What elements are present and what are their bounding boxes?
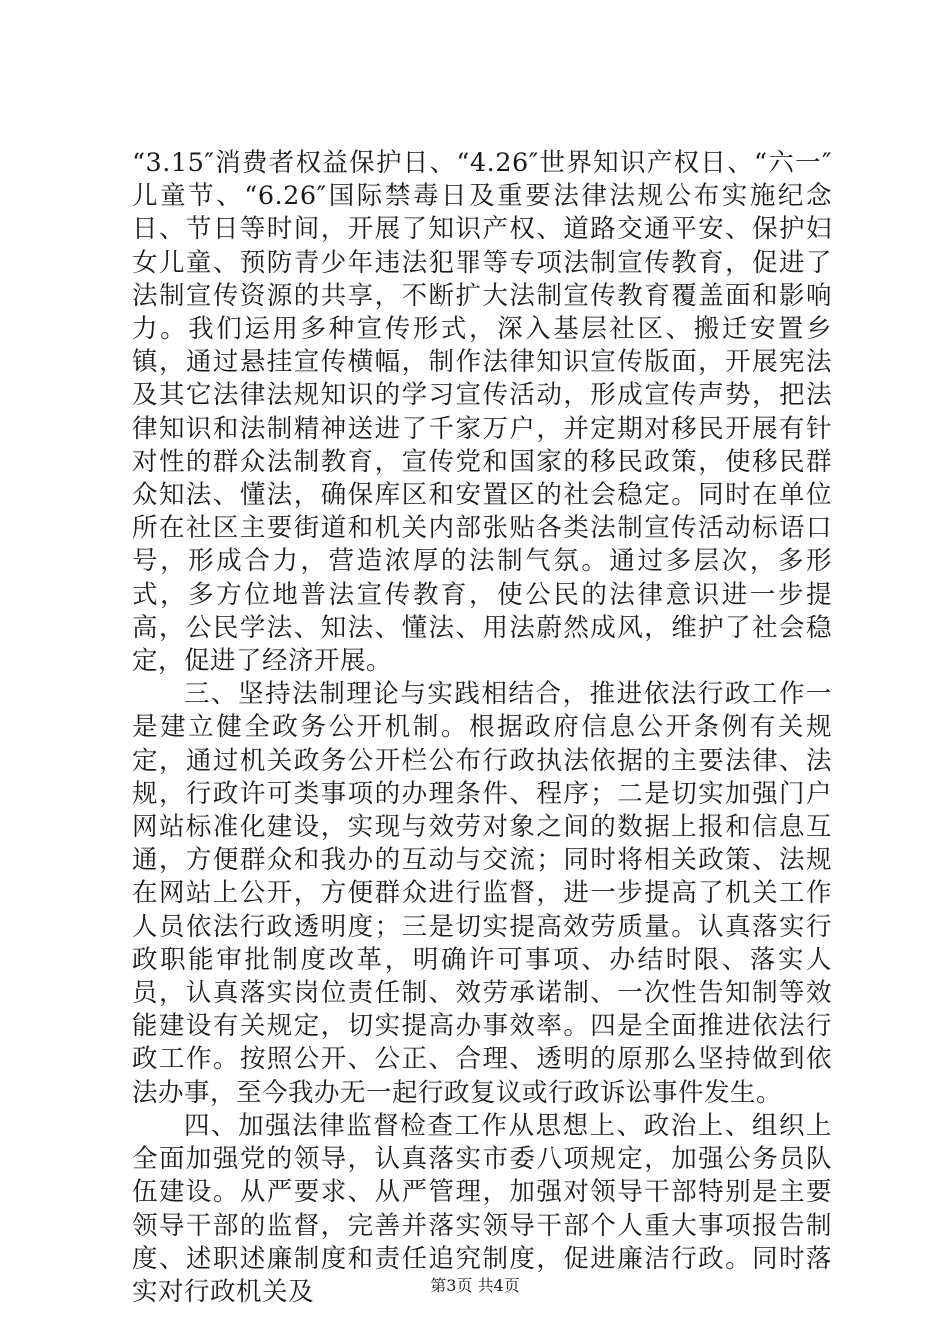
document-body	[132, 147, 832, 1309]
paragraph-section-four-supervision: 四、加强法律监督检查工作从思想上、政治上、组织上全面加强党的领导，认真落实市委八项规定，加强公务员队伍建设。从严要求、从严管理，加强对领导干部特别是主要领导干部的监督，完善并落实领导干部个人重大事项报告制度、述职述廉制度和责任追究制度，促进廉洁行政。同时落实对行政机关及	[132, 1110, 832, 1307]
paragraph-section-three-administration: 三、坚持法制理论与实践相结合，推进依法行政工作一是建立健全政务公开机制。根据政府信息公开条例有关规定，通过机关政务公开栏公布行政执法依据的主要法律、法规，行政许可类事项的办理条件、程序；二是切实加强门户网站标准化建设，实现与效劳对象之间的数据上报和信息互通，方便群众和我办的互动与交流；同时将相关政策、法规在网站上公开，方便群众进行监督，进一步提高了机关工作人员依法行政透明度；三是切实提高效劳质量。认真落实行政职能审批制度改革，明确许可事项、办结时限、落实人员，认真落实岗位责任制、效劳承诺制、一次性告知制等效能建设有关规定，切实提高办事效率。四是全面推进依法行政工作。按照公开、公正、合理、透明的原那么坚持做到依法办事，至今我办无一起行政复议或行政诉讼事件发生。	[132, 679, 832, 1108]
paragraph-consumer-rights-publicity: “3.15″消费者权益保护日、“4.26″世界知识产权日、“六一″儿童节、“6.26″国际禁毒日及重要法律法规公布实施纪念日、节日等时间，开展了知识产权、道路交通平安、保护妇女儿童、预防青少年违法犯罪等专项法制宣传教育，促进了法制宣传资源的共享，不断扩大法制宣传教育覆盖面和影响力。我们运用多种宣传形式，深入基层社区、搬迁安置乡镇，通过悬挂宣传横幅，制作法律知识宣传版面，开展宪法及其它法律法规知识的学习宣传活动，形成宣传声势，把法律知识和法制精神送进了千家万户，并定期对移民开展有针对性的群众法制教育，宣传党和国家的移民政策，使移民群众知法、懂法，确保库区和安置区的社会稳定。同时在单位所在社区主要街道和机关内部张贴各类法制宣传活动标语口号，形成合力，营造浓厚的法制气氛。通过多层次，多形式，多方位地普法宣传教育，使公民的法律意识进一步提高，公民学法、知法、懂法、用法蔚然成风，维护了社会稳定，促进了经济开展。	[132, 148, 832, 677]
page-number-footer: 第3页 共4页	[430, 1276, 520, 1295]
